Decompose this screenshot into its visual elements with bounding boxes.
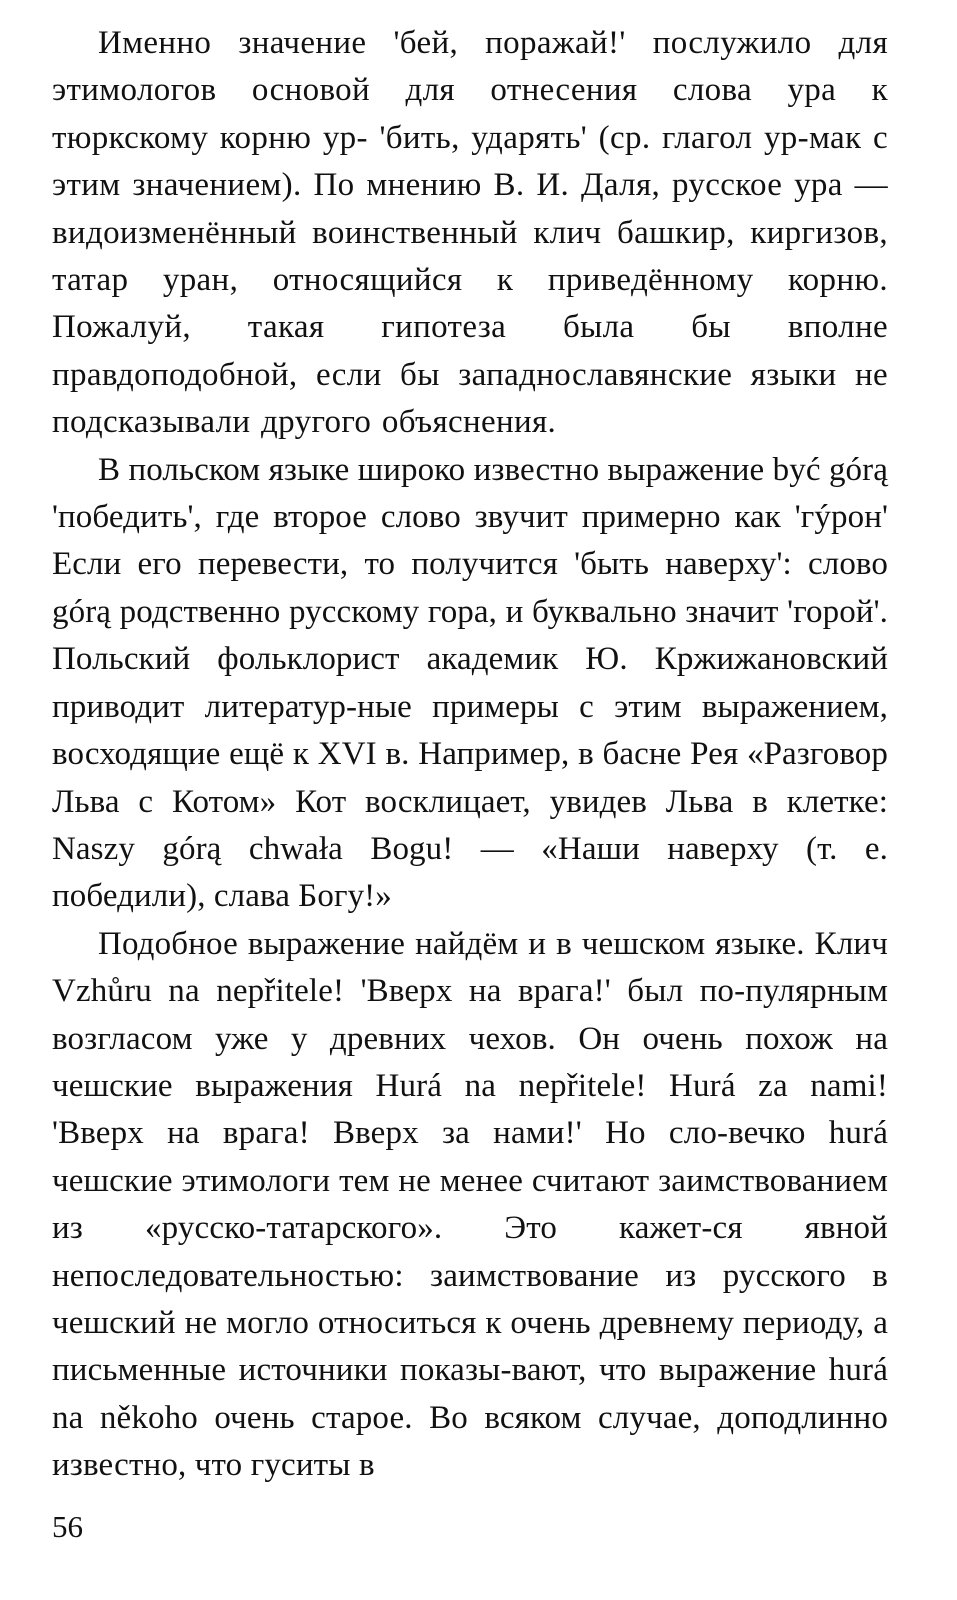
body-text bbox=[52, 20, 888, 1490]
paragraph: Именно значение 'бей, поражай!' послужило для этимологов основой для отнесения слова ура к тюркскому корню ур- 'бить, ударять' (ср. глагол ур-мак с этим значением). По мнению В. И. Даля, русское ура — видоизменённый воинственный клич башкир, киргизов, татар уран, относящийся к приведённому корню. Пожалуй, такая гипотеза была бы вполне правдоподобной, если бы западнославянские языки не подсказывали другого объяснения. bbox=[52, 25, 888, 441]
paragraph: В польском языке широко известно выражение być górą 'победить', где второе слово звучит примерно как 'гýрон' Если его перевести, то получится 'быть наверху': слово górą родственно русскому гора, и буквально значит 'горой'. Польский фольклорист академик Ю. Кржижановский приводит литератур-ные примеры с этим выражением, восходящие ещё к XVI в. Например, в басне Рея «Разговор Льва с Котом» Кот восклицает, увидев Льва в клетке: Naszy górą chwała Bogu! — «Наши наверху (т. е. победили), слава Богу!» bbox=[52, 451, 888, 915]
page-number: 56 bbox=[52, 1509, 83, 1544]
paragraph: Подобное выражение найдём и в чешском языке. Клич Vzhůru na nepřitele! 'Вверх на врага!' был по-пулярным возгласом уже у древних чехов. Он очень похож на чешские выражения Hurá na nepřitele! Hurá za nami! 'Вверх на врага! Вверх за нами!' Но сло-вечко hurá чешские этимологи тем не менее считают заимствованием из «русско-татарского». Это кажет-ся явной непоследовательностью: заимствование из русского в чешский не могло относиться к очень древнему периоду, а письменные источники показы-вают, что выражение hurá na někoho очень старое. Во всяком случае, доподлинно известно, что гуситы в bbox=[52, 925, 888, 1484]
